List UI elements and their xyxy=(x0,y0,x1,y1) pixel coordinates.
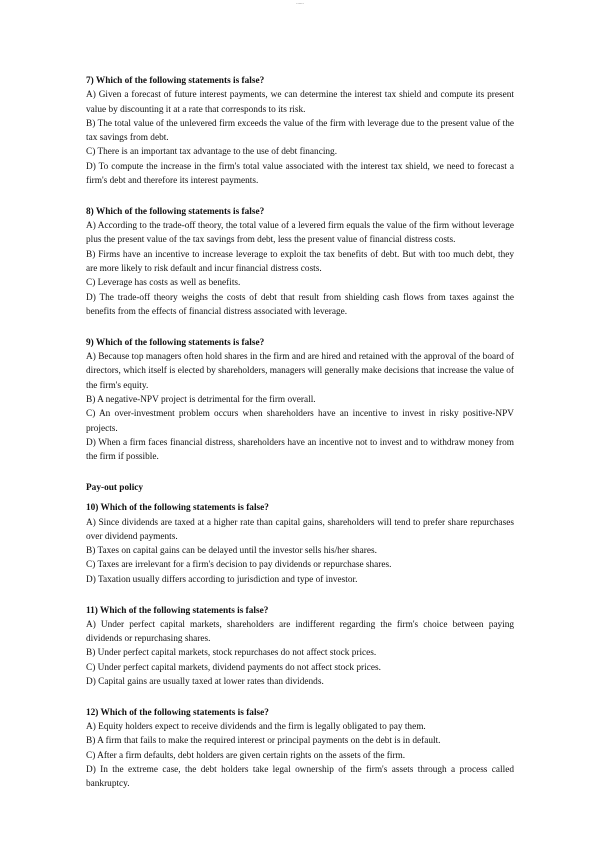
question-group-payout xyxy=(86,501,514,791)
answer-option: A) Since dividends are taxed at a higher rate than capital gains, shareholders will tend to prefer share repurchases over dividend payments. xyxy=(86,517,514,542)
answer-option: B) A negative-NPV project is detrimental for the firm overall. xyxy=(86,394,316,405)
answer-option: A) Under perfect capital markets, shareholders are indifferent regarding the firm's choice between paying dividends or repurchasing shares. xyxy=(86,619,514,645)
answer-option: C) Taxes are irrelevant for a firm's decision to pay dividends or repurchase shares. xyxy=(86,560,392,571)
answer-option: D) Capital gains are usually taxed at lower rates than dividends. xyxy=(86,676,324,687)
question-title: 7) Which of the following statements is false? xyxy=(86,76,265,86)
answer-option: C) There is an important tax advantage to the use of debt financing. xyxy=(86,147,338,158)
answer-option: D) When a firm faces financial distress, shareholders have an incentive not to invest and to withdraw money from the firm if possible. xyxy=(86,437,514,463)
section-title: Pay-out policy xyxy=(86,482,144,493)
answer-option: C) Under perfect capital markets, dividend payments do not affect stock prices. xyxy=(86,662,381,673)
answer-option: A) Because top managers often hold shares in the firm and are hired and retained with the approval of the board of directors, which itself is elected by shareholders, managers will generally make decisions that increase the value of the firm's equity. xyxy=(86,352,514,391)
question-title: 9) Which of the following statements is false? xyxy=(86,337,265,348)
question-title: 8) Which of the following statements is false? xyxy=(86,206,265,217)
answer-option: B) Under perfect capital markets, stock repurchases do not affect stock prices. xyxy=(86,648,377,659)
answer-option: D) To compute the increase in the firm's total value associated with the interest tax shield, we need to forecast a firm's debt and therefore its interest payments. xyxy=(86,161,514,187)
question-title: 10) Which of the following statements is false? xyxy=(86,503,269,514)
question-block xyxy=(86,706,514,792)
answer-option: D) Taxation usually differs according to jurisdiction and type of investor. xyxy=(86,574,358,585)
question-block xyxy=(86,205,514,319)
answer-option: C) Leverage has costs as well as benefits. xyxy=(86,278,241,289)
document-body xyxy=(86,74,514,808)
question-block xyxy=(86,501,514,587)
answer-option: B) A firm that fails to make the required interest or principal payments on the debt is in default. xyxy=(86,736,441,747)
question-block xyxy=(86,336,514,465)
answer-option: C) After a firm defaults, debt holders are given certain rights on the assets of the firm. xyxy=(86,750,406,761)
answer-option: D) In the extreme case, the debt holders take legal ownership of the firm's assets through a process called bankruptcy. xyxy=(86,764,514,790)
answer-option: B) The total value of the unlevered firm exceeds the value of the firm with leverage due to the present value of the tax savings from debt. xyxy=(86,118,514,144)
question-title: 12) Which of the following statements is false? xyxy=(86,707,269,718)
answer-option: B) Taxes on capital gains can be delayed until the investor sells his/her shares. xyxy=(86,546,377,557)
question-group-capital-structure xyxy=(86,74,514,464)
question-title: 11) Which of the following statements is false? xyxy=(86,605,269,616)
answer-option: A) Given a forecast of future interest payments, we can determine the interest tax shield and compute its present value by discounting it at a rate that corresponds to its risk. xyxy=(86,90,514,115)
answer-option: A) Equity holders expect to receive dividends and the firm is legally obligated to pay them. xyxy=(86,722,426,733)
answer-option: B) Firms have an incentive to increase leverage to exploit the tax benefits of debt. But with too much debt, they are more likely to risk default and incur financial distress costs. xyxy=(86,249,514,275)
question-block xyxy=(86,74,514,188)
question-block xyxy=(86,604,514,690)
answer-option: A) According to the trade-off theory, the total value of a levered firm equals the value of the firm without leverage plus the present value of the tax savings from debt, less the present value of financial distress costs. xyxy=(86,221,514,246)
answer-option: C) An over-investment problem occurs when shareholders have an incentive to invest in risky positive-NPV projects. xyxy=(86,409,514,434)
answer-option: D) The trade-off theory weighs the costs of debt that result from shielding cash flows from taxes against the benefits from the effects of financial distress associated with leverage. xyxy=(86,292,514,317)
page-mark: ...... xyxy=(296,1,304,6)
